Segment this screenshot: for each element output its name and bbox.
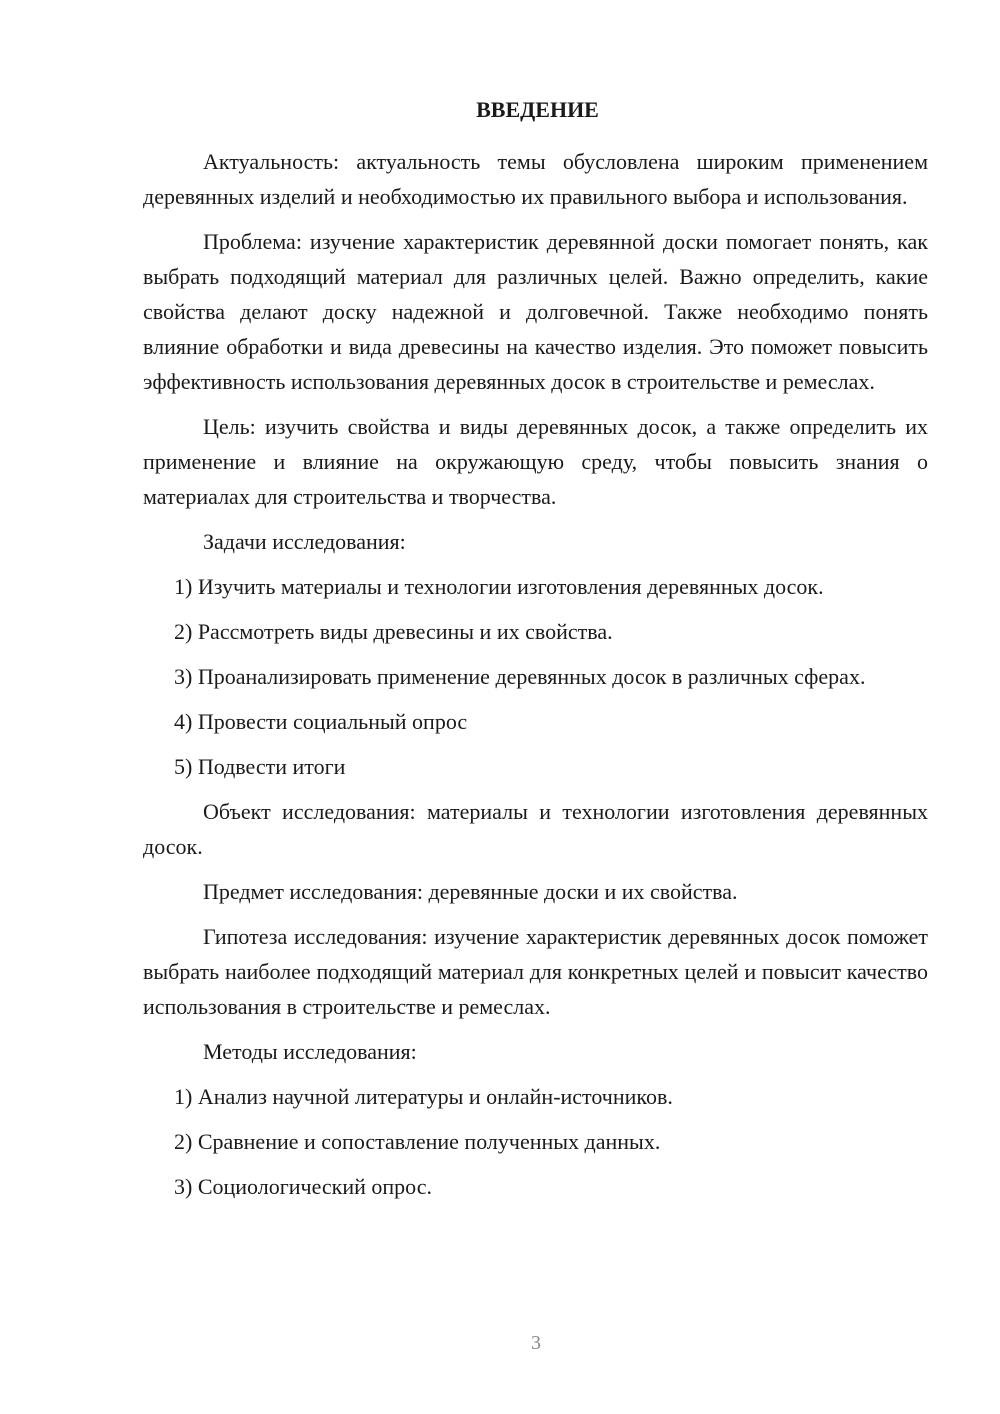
goal-paragraph: Цель: изучить свойства и виды деревянных досок, а также определить их применение и влияние на окружающую среду, чтобы повысить знания о материалах для строительства и творчества. bbox=[143, 414, 928, 509]
tasks-heading: Задачи исследования: bbox=[203, 529, 406, 554]
page-number: 3 bbox=[531, 1332, 541, 1354]
method-item-1: 1) Анализ научной литературы и онлайн-источников. bbox=[174, 1084, 673, 1109]
task-item-3: 3) Проанализировать применение деревянных досок в различных сферах. bbox=[174, 664, 866, 689]
task-item-4: 4) Провести социальный опрос bbox=[174, 709, 468, 734]
problem-paragraph: Проблема: изучение характеристик деревянной доски помогает понять, как выбрать подходящий материал для различных целей. Важно определить, какие свойства делают доску надежной и долговечной. Также необходимо понять влияние обработки и вида древесины на качество изделия. Это поможет повысить эффективность использования деревянных досок в строительстве и ремеслах. bbox=[143, 229, 928, 394]
subject-paragraph: Предмет исследования: деревянные доски и их свойства. bbox=[203, 879, 738, 904]
method-item-3: 3) Социологический опрос. bbox=[174, 1174, 432, 1199]
task-item-5: 5) Подвести итоги bbox=[174, 754, 346, 779]
document-page bbox=[143, 92, 928, 1214]
methods-heading: Методы исследования: bbox=[203, 1039, 417, 1064]
relevance-paragraph: Актуальность: актуальность темы обусловлена широким применением деревянных изделий и необходимостью их правильного выбора и использования. bbox=[143, 149, 928, 209]
page-title: ВВЕДЕНИЕ bbox=[476, 97, 599, 122]
hypothesis-paragraph: Гипотеза исследования: изучение характеристик деревянных досок поможет выбрать наиболее подходящий материал для конкретных целей и повысит качество использования в строительстве и ремеслах. bbox=[143, 924, 928, 1019]
task-item-2: 2) Рассмотреть виды древесины и их свойства. bbox=[174, 619, 613, 644]
object-paragraph: Объект исследования: материалы и технологии изготовления деревянных досок. bbox=[143, 799, 928, 859]
task-item-1: 1) Изучить материалы и технологии изготовления деревянных досок. bbox=[174, 574, 824, 599]
method-item-2: 2) Сравнение и сопоставление полученных данных. bbox=[174, 1129, 661, 1154]
